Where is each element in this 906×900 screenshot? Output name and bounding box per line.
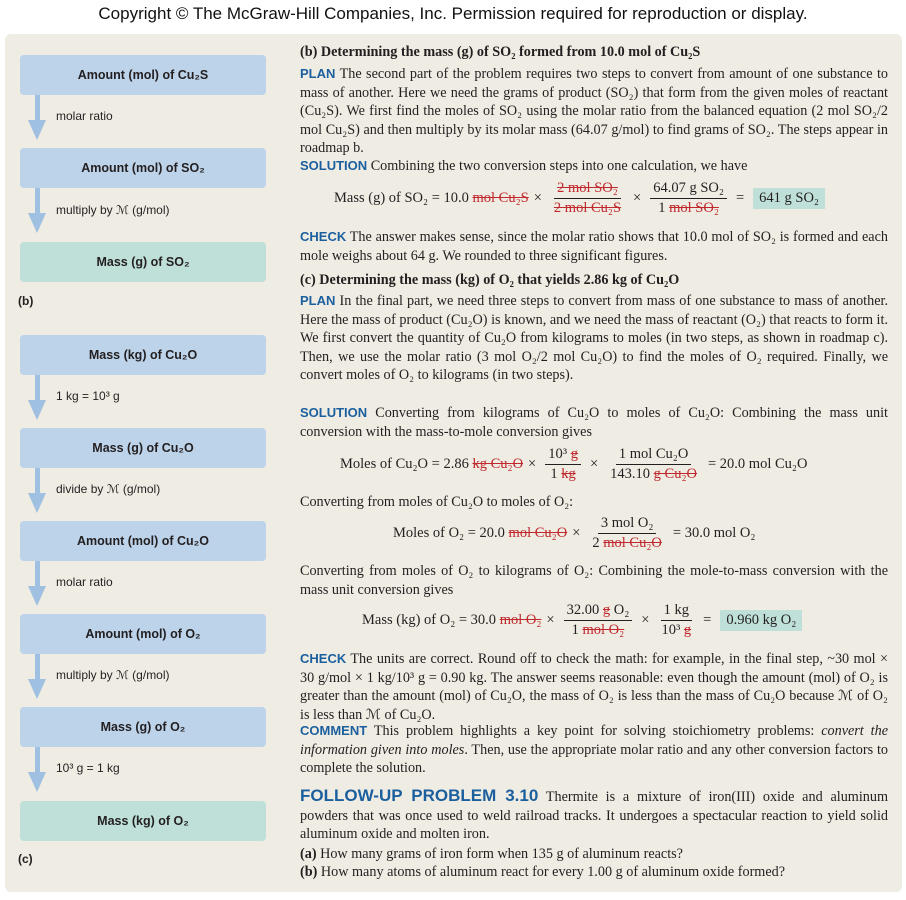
down-arrow-icon — [28, 95, 46, 140]
roadmap-label: (b) — [18, 294, 34, 308]
roadmap-box: Amount (mol) of Cu₂O — [20, 521, 266, 561]
plan-text: In the final part, we need three steps to convert from mass of one substance to mass of another. Here the mass of product (Cu₂O) is known, and we need the mass of reactant (O₂) that reacts to form it. We first convert the quantity of Cu₂O from kilograms to moles (in two steps, as shown in roadmap c). Then, we use the molar ratio (3 mol O₂/2 mol Cu₂O) to find the moles of O₂ required. Finally, we convert moles of O₂ to kilograms (in two steps). — [300, 293, 888, 384]
equation-c1: Moles of Cu₂O = 2.86 kg Cu₂O × $\frac{\text{10³ g}}{1 kg}$ × $\frac{\text{1 mol Cu₂O}}{\text{143.10 g Cu₂O}}$ = 20.0 mol Cu₂O — [340, 446, 808, 482]
part-b-label: (b) — [300, 864, 318, 880]
part-a-label: (a) — [300, 846, 317, 862]
down-arrow-icon — [28, 654, 46, 699]
followup-part-b — [300, 863, 888, 882]
eq-cancelled-term: mol O₂ — [499, 612, 542, 628]
solution-keyword: SOLUTION — [300, 405, 368, 420]
eq-lhs: Moles of O₂ = 20.0 — [393, 525, 505, 541]
part-c-heading: (c) Determining the mass (kg) of O₂ that yields 2.86 kg of Cu₂O — [300, 272, 680, 288]
eq-lhs: Moles of Cu₂O = 2.86 — [340, 456, 469, 472]
plan-keyword: PLAN — [300, 66, 336, 81]
check-keyword: CHECK — [300, 651, 347, 666]
part-c-plan — [300, 292, 888, 385]
equation-c2: Moles of O₂ = 20.0 mol Cu₂O × $\frac{\text{3 mol O₂}}{\text{2 mol Cu₂O}}$ = 30.0 mol O₂ — [393, 515, 756, 551]
plan-text: The second part of the problem requires two steps to convert from amount of one substance to mass of another. Here we need the grams of product (SO₂) that form from the given moles of reactant (Cu₂S). We first find the moles of SO₂ using the molar ratio from the balanced equation (2 mol SO₂/2 mol Cu₂S) and then multiply by its molar mass (64.07 g/mol) to find grams of SO₂. The steps appear in roadmap b. — [300, 66, 888, 157]
comment-text: . Then, use the appropriate molar ratio and any other conversion factors to complete the solution. — [300, 741, 888, 777]
roadmap-step: molar ratio — [56, 575, 113, 589]
check-keyword: CHECK — [300, 229, 347, 244]
down-arrow-icon — [28, 747, 46, 792]
eq-cancelled-term: mol Cu₂S — [472, 190, 529, 206]
eq-cancelled-term: mol Cu₂O — [508, 525, 568, 541]
followup-text: Thermite is a mixture of iron(III) oxide and aluminum powders that was once used to weld railroad tracks. It undergoes a spectacular reaction to yield solid aluminum oxide and molten iron. — [300, 789, 888, 843]
eq-lhs: Mass (kg) of O₂ = 30.0 — [362, 612, 497, 628]
equation-b: Mass (g) of SO₂ = 10.0 mol Cu₂S × $\frac{\text{2 mol SO₂}}{\text{2 mol Cu₂S}}$ × $\frac{\text{64.07 g SO₂}}{\text{1 mol SO₂}}$ = 641 g SO₂ — [334, 180, 825, 217]
roadmap-step: multiply by ℳ (g/mol) — [56, 668, 170, 682]
roadmap-step: 10³ g = 1 kg — [56, 761, 120, 775]
comment-keyword: COMMENT — [300, 723, 368, 738]
roadmap-step: divide by ℳ (g/mol) — [56, 482, 161, 496]
eq-cancelled-term: kg Cu₂O — [472, 456, 524, 472]
roadmap-label: (c) — [18, 852, 33, 866]
roadmap-box: Mass (g) of SO₂ — [20, 242, 266, 282]
roadmap-box: Amount (mol) of SO₂ — [20, 148, 266, 188]
eq-fraction: $\frac{\text{10³ g}}{1 kg}$ — [545, 446, 581, 483]
down-arrow-icon — [28, 561, 46, 606]
part-c-check — [300, 650, 888, 724]
check-text: The answer makes sense, since the molar ratio shows that 10.0 mol of SO₂ is formed and each mole weighs about 64 g. We rounded to three significant figures. — [300, 229, 888, 264]
eq-fraction: $\frac{\text{64.07 g SO₂}}{\text{1 mol SO₂}}$ — [650, 180, 727, 217]
roadmap-box: Mass (kg) of Cu₂O — [20, 335, 266, 375]
down-arrow-icon — [28, 468, 46, 513]
part-b-check — [300, 228, 888, 265]
plan-keyword: PLAN — [300, 293, 336, 308]
followup-problem — [300, 787, 888, 844]
roadmap-box: Mass (g) of Cu₂O — [20, 428, 266, 468]
eq-fraction: $\frac{\text{1 mol Cu₂O}}{\text{143.10 g Cu₂O}}$ — [610, 446, 697, 482]
eq-rhs: = 30.0 mol O₂ — [672, 525, 756, 541]
part-b-heading: (b) Determining the mass (g) of SO₂ formed from 10.0 mol of Cu₂S — [300, 44, 701, 60]
solution-text: Combining the two conversion steps into one calculation, we have — [367, 158, 748, 174]
part-b-solution — [300, 157, 888, 176]
roadmap-step: molar ratio — [56, 109, 113, 123]
eq-fraction: $\frac{\text{2 mol SO₂}}{\text{2 mol Cu₂S}}$ — [553, 180, 622, 216]
roadmap-step: 1 kg = 10³ g — [56, 389, 120, 403]
comment-text: This problem highlights a key point for solving stoichiometry problems: — [367, 723, 822, 739]
followup-part-a — [300, 845, 888, 864]
part-c-solution — [300, 404, 888, 441]
roadmap-box: Mass (kg) of O₂ — [20, 801, 266, 841]
roadmap-box: Amount (mol) of O₂ — [20, 614, 266, 654]
roadmap-box: Amount (mol) of Cu₂S — [20, 55, 266, 95]
eq-fraction: $\frac{\text{32.00 g O₂}}{\text{1 mol O₂}}$ — [564, 602, 633, 639]
eq-answer: 0.960 kg O₂ — [720, 610, 802, 631]
part-b-text: How many atoms of aluminum react for every 1.00 g of aluminum oxide formed? — [317, 864, 786, 880]
roadmap-step: multiply by ℳ (g/mol) — [56, 203, 170, 217]
eq-answer: 641 g SO₂ — [753, 188, 825, 209]
part-b-plan — [300, 65, 888, 158]
down-arrow-icon — [28, 188, 46, 233]
part-c-text2: Converting from moles of Cu₂O to moles of O₂: — [300, 494, 574, 510]
part-c-text3: Converting from moles of O₂ to kilograms of O₂: Combining the mole-to-mass conversion with the mass unit conversion gives — [300, 563, 888, 598]
solution-text: Converting from kilograms of Cu₂O to moles of Cu₂O: Combining the mass unit conversion with the mass-to-mole conversion gives — [300, 405, 888, 440]
solution-keyword: SOLUTION — [300, 158, 368, 173]
eq-rhs: = 20.0 mol Cu₂O — [707, 456, 808, 472]
comment-emphasis: convert the information given into moles — [300, 723, 888, 758]
roadmap-box: Mass (g) of O₂ — [20, 707, 266, 747]
eq-fraction: $\frac{1 kg}{\text{10³ g}}$ — [661, 602, 692, 638]
part-c-comment — [300, 722, 888, 778]
copyright-notice: Copyright © The McGraw-Hill Companies, Inc. Permission required for reproduction or display. — [98, 4, 808, 23]
check-text: The units are correct. Round off to check the math: for example, in the final step, ~30 mol × 30 g/mol × 1 kg/10³ g = 0.90 kg. The answer seems reasonable: even though the amount (mol) of O₂ is greater than the amount (mol) of Cu₂O, the mass of O₂ is less than the mass of Cu₂O because ℳ of O₂ is less than ℳ of Cu₂O. — [300, 651, 888, 723]
part-a-text: How many grams of iron form when 135 g of aluminum reacts? — [316, 846, 683, 862]
eq-fraction: $\frac{\text{3 mol O₂}}{\text{2 mol Cu₂O}}$ — [592, 515, 662, 551]
followup-title: FOLLOW-UP PROBLEM 3.10 — [300, 786, 539, 805]
equation-c3: Mass (kg) of O₂ = 30.0 mol O₂ × $\frac{\text{32.00 g O₂}}{\text{1 mol O₂}}$ × $\frac{1 kg}{\text{10³ g}}$ = 0.960 kg O₂ — [362, 602, 802, 639]
eq-lhs: Mass (g) of SO₂ = 10.0 — [334, 190, 469, 206]
down-arrow-icon — [28, 375, 46, 420]
